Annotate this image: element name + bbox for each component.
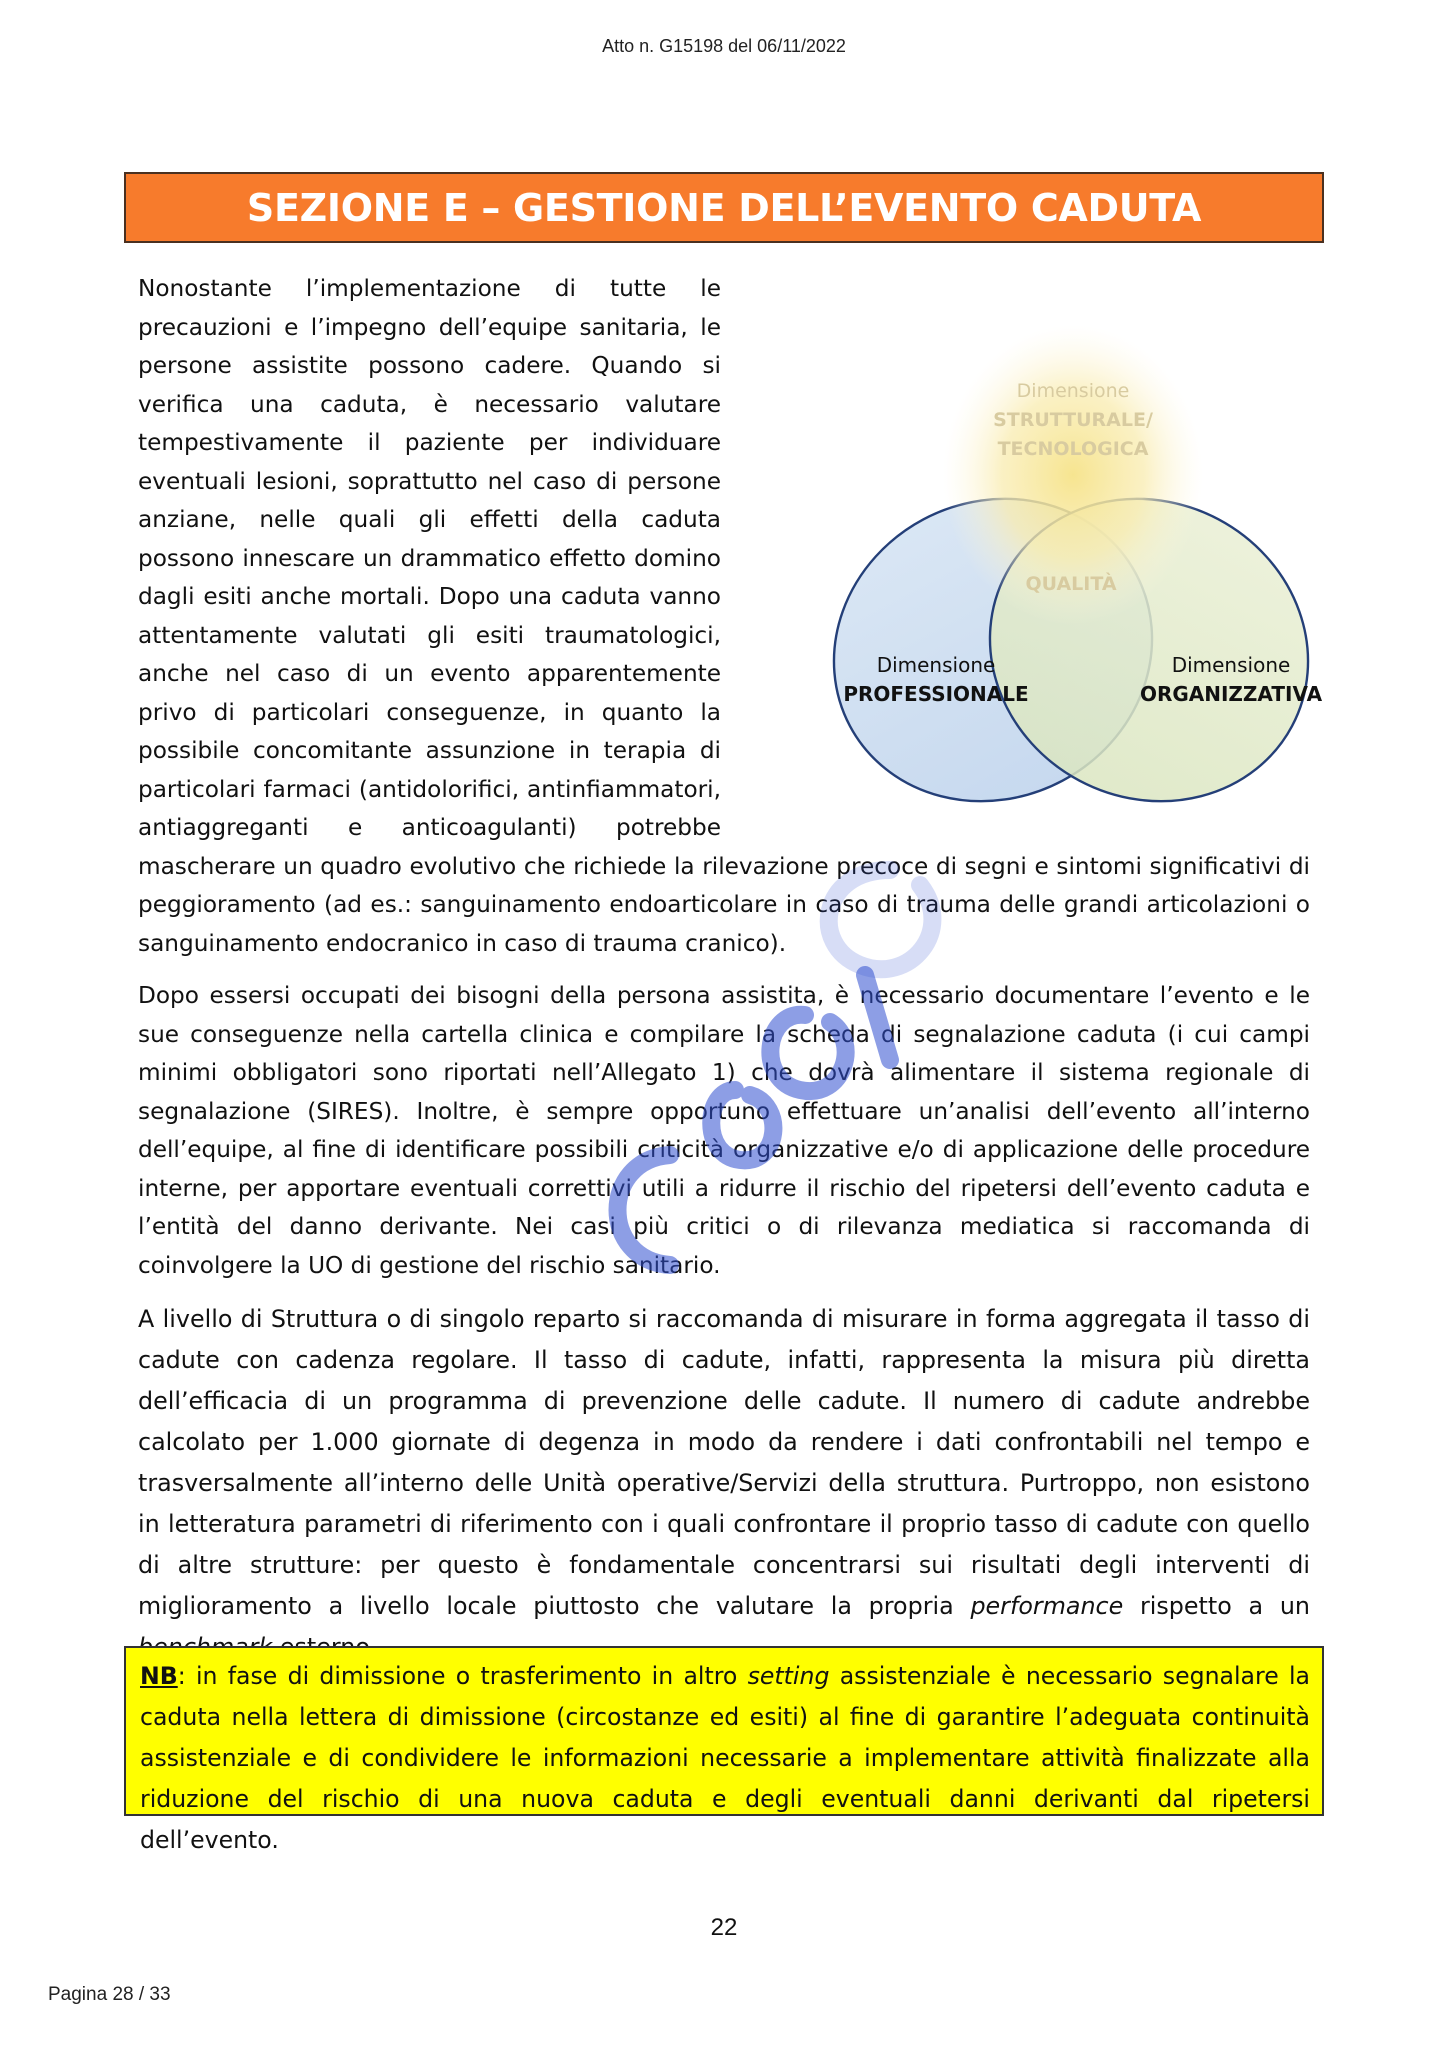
document-body	[138, 270, 1323, 1682]
top-label-line1: Dimensione	[1016, 380, 1130, 402]
left-label-line1: Dimensione	[876, 653, 996, 677]
right-label-line1: Dimensione	[1171, 653, 1291, 677]
paragraph-3-performance: performance	[970, 1592, 1124, 1620]
note-setting: setting	[747, 1662, 830, 1690]
note-label: NB	[140, 1662, 178, 1690]
paragraph-3-text-b: rispetto a un	[1123, 1592, 1311, 1620]
section-title: SEZIONE E – GESTIONE DELL’EVENTO CADUTA	[246, 185, 1202, 230]
paragraph-3-text-a: A livello di Struttura o di singolo reparto si raccomanda di misurare in forma aggregata il tasso di cadute con cadenza regolare. Il tasso di cadute, infatti, rappresenta la misura più diretta dell’efficacia di un programma di prevenzione delle cadute. Il numero di cadute andrebbe calcolato per 1.000 giornate di degenza in modo da rendere i dati confrontabili nel tempo e trasversalmente all’interno delle Unità operative/Servizi della struttura. Purtroppo, non esistono in letteratura parametri di riferimento con i quali confrontare il proprio tasso di cadute con quello di altre strutture: per questo è fondamentale concentrarsi sui risultati degli interventi di miglioramento a livello locale piuttosto che valutare la propria	[138, 1305, 1310, 1620]
section-banner	[124, 172, 1324, 243]
note-text-b: assistenziale è necessario segnalare la caduta nella lettera di dimissione (circostanze ed esiti) al fine di garantire l’adeguata continuità assistenziale e di condividere le informazioni necessarie a implementare attività finalizzate alla riduzione del rischio di una nuova caduta e degli eventuali danni derivanti dal ripetersi dell’evento.	[140, 1662, 1310, 1854]
paragraph-1: Nonostante l’implementazione di tutte le precauzioni e l’impegno dell’equipe sanitaria, le persone assistite possono cadere. Quando si verifica una caduta, è necessario valutare tempestivamente il paziente per individuare eventuali lesioni, soprattutto nel caso di persone anziane, nelle quali gli effetti della caduta possono innescare un drammatico effetto domino dagli esiti anche mortali. Dopo una caduta vanno attentamente valutati gli esiti traumatologici, anche nel caso di un evento apparentemente privo di particolari conseguenze, in quanto la possibile concomitante assunzione in terapia di particolari farmaci (antidolorifici, antinfiammatori, antiaggreganti e anticoagulanti) potrebbe mascherare un quadro evolutivo che richiede la rilevazione precoce di segni e sintomi significativi di peggioramento (ad es.: sanguinamento endoarticolare in caso di trauma delle grandi articolazioni o sanguinamento endocranico in caso di trauma cranico).	[138, 275, 1310, 957]
pagination-footer: Pagina 28 / 33	[48, 1984, 171, 2005]
paragraph-2: Dopo essersi occupati dei bisogni della persona assistita, è necessario documentare l’evento e le sue conseguenze nella cartella clinica e compilare la scheda di segnalazione caduta (i cui campi minimi obbligatori sono riportati nell’Allegato 1) che dovrà alimentare il sistema regionale di segnalazione (SIRES). Inoltre, è sempre opportuno effettuare un’analisi dell’evento all’interno dell’equipe, al fine di identificare possibili criticità organizzative e/o di applicazione delle procedure interne, per apportare eventuali correttivi utili a ridurre il rischio del ripetersi dell’evento caduta e l’entità del danno derivante. Nei casi più critici o di rilevanza mediatica si raccomanda di coinvolgere la UO di gestione del rischio sanitario.	[138, 982, 1310, 1279]
document-reference: Atto n. G15198 del 06/11/2022	[602, 36, 846, 56]
page-number: 22	[710, 1914, 738, 1941]
note-box	[124, 1646, 1324, 1854]
quality-dimensions-diagram	[735, 270, 1323, 822]
center-label: QUALITÀ	[1025, 573, 1117, 595]
top-label-line2: STRUTTURALE/	[993, 409, 1153, 431]
left-label-line2: PROFESSIONALE	[843, 682, 1029, 706]
paragraph-3	[138, 1299, 1310, 1668]
venn-diagram	[721, 270, 1323, 822]
note-text-a: : in fase di dimissione o trasferimento in altro	[177, 1662, 748, 1690]
top-label-line3: TECNOLOGICA	[997, 438, 1149, 460]
right-label-line2: ORGANIZZATIVA	[1139, 682, 1323, 706]
